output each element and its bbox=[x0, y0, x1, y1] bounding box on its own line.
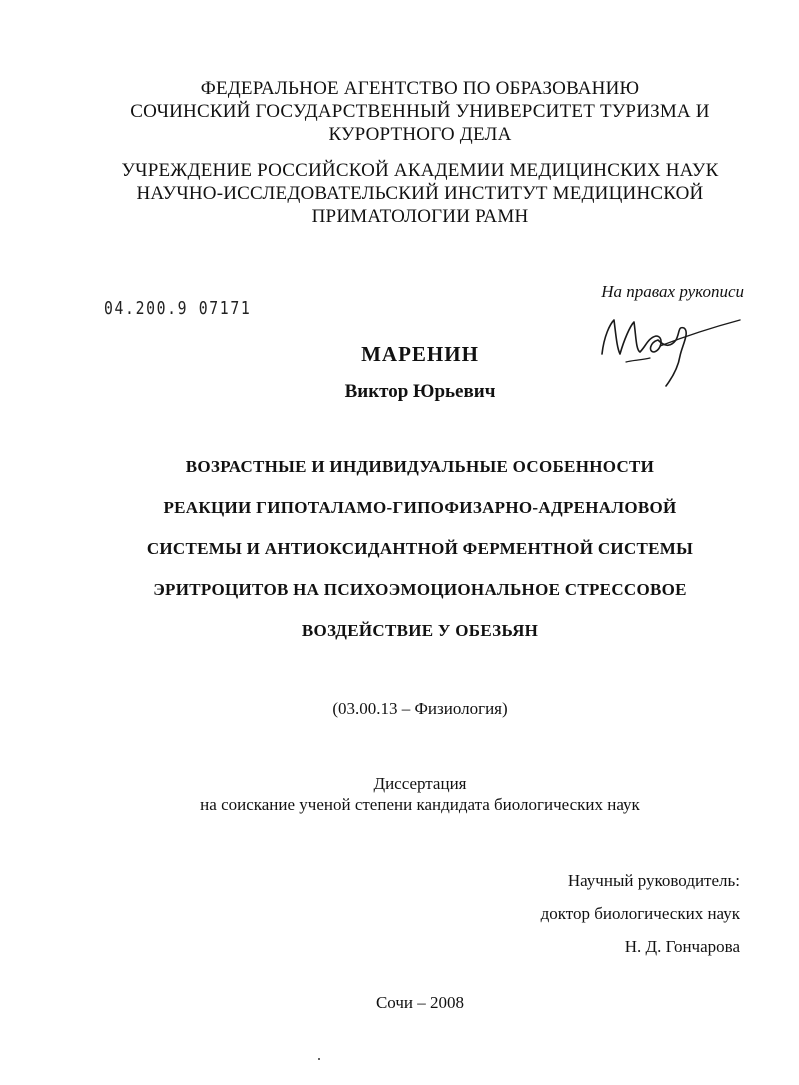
institute-line: УЧРЕЖДЕНИЕ РОССИЙСКОЙ АКАДЕМИИ МЕДИЦИНСКИХ НАУК bbox=[121, 160, 719, 181]
supervisor-block bbox=[420, 864, 740, 963]
registry-number-stamp: 04.200.9 07171 bbox=[104, 298, 252, 319]
specialty-code: (03.00.13 – Физиология) bbox=[332, 699, 508, 718]
manuscript-note: На правах рукописи bbox=[601, 282, 744, 301]
supervisor-heading: Научный руководитель: bbox=[567, 871, 740, 890]
title-line: ЭРИТРОЦИТОВ НА ПСИХОЭМОЦИОНАЛЬНОЕ СТРЕССОВОЕ bbox=[153, 580, 687, 599]
supervisor-name: Н. Д. Гончарова bbox=[624, 937, 740, 956]
agency-header bbox=[80, 77, 760, 146]
agency-line: ФЕДЕРАЛЬНОЕ АГЕНТСТВО ПО ОБРАЗОВАНИЮ bbox=[200, 78, 640, 99]
supervisor-degree: доктор биологических наук bbox=[540, 904, 740, 923]
dissertation-label: Диссертация bbox=[373, 774, 467, 793]
author-surname: МАРЕНИН bbox=[361, 342, 479, 366]
title-line: ВОЗРАСТНЫЕ И ИНДИВИДУАЛЬНЫЕ ОСОБЕННОСТИ bbox=[185, 457, 655, 476]
author-given-name: Виктор Юрьевич bbox=[344, 381, 496, 402]
dissertation-degree: на соискание ученой степени кандидата биологических наук bbox=[200, 795, 640, 814]
title-line: ВОЗДЕЙСТВИЕ У ОБЕЗЬЯН bbox=[301, 621, 539, 640]
institute-line: ПРИМАТОЛОГИИ РАМН bbox=[311, 206, 529, 227]
scan-artifact bbox=[318, 1058, 320, 1060]
dissertation-title bbox=[60, 446, 780, 651]
city-year-footer: Сочи – 2008 bbox=[375, 993, 465, 1012]
agency-line: КУРОРТНОГО ДЕЛА bbox=[328, 124, 512, 145]
institute-line: НАУЧНО-ИССЛЕДОВАТЕЛЬСКИЙ ИНСТИТУТ МЕДИЦИНСКОЙ bbox=[136, 183, 704, 204]
agency-line: СОЧИНСКИЙ ГОСУДАРСТВЕННЫЙ УНИВЕРСИТЕТ ТУРИЗМА И bbox=[130, 101, 710, 122]
dissertation-label-block bbox=[80, 773, 760, 815]
title-line: РЕАКЦИИ ГИПОТАЛАМО-ГИПОФИЗАРНО-АДРЕНАЛОВОЙ bbox=[163, 498, 677, 517]
title-line: СИСТЕМЫ И АНТИОКСИДАНТНОЙ ФЕРМЕНТНОЙ СИСТЕМЫ bbox=[146, 539, 694, 558]
institute-header bbox=[80, 159, 760, 228]
